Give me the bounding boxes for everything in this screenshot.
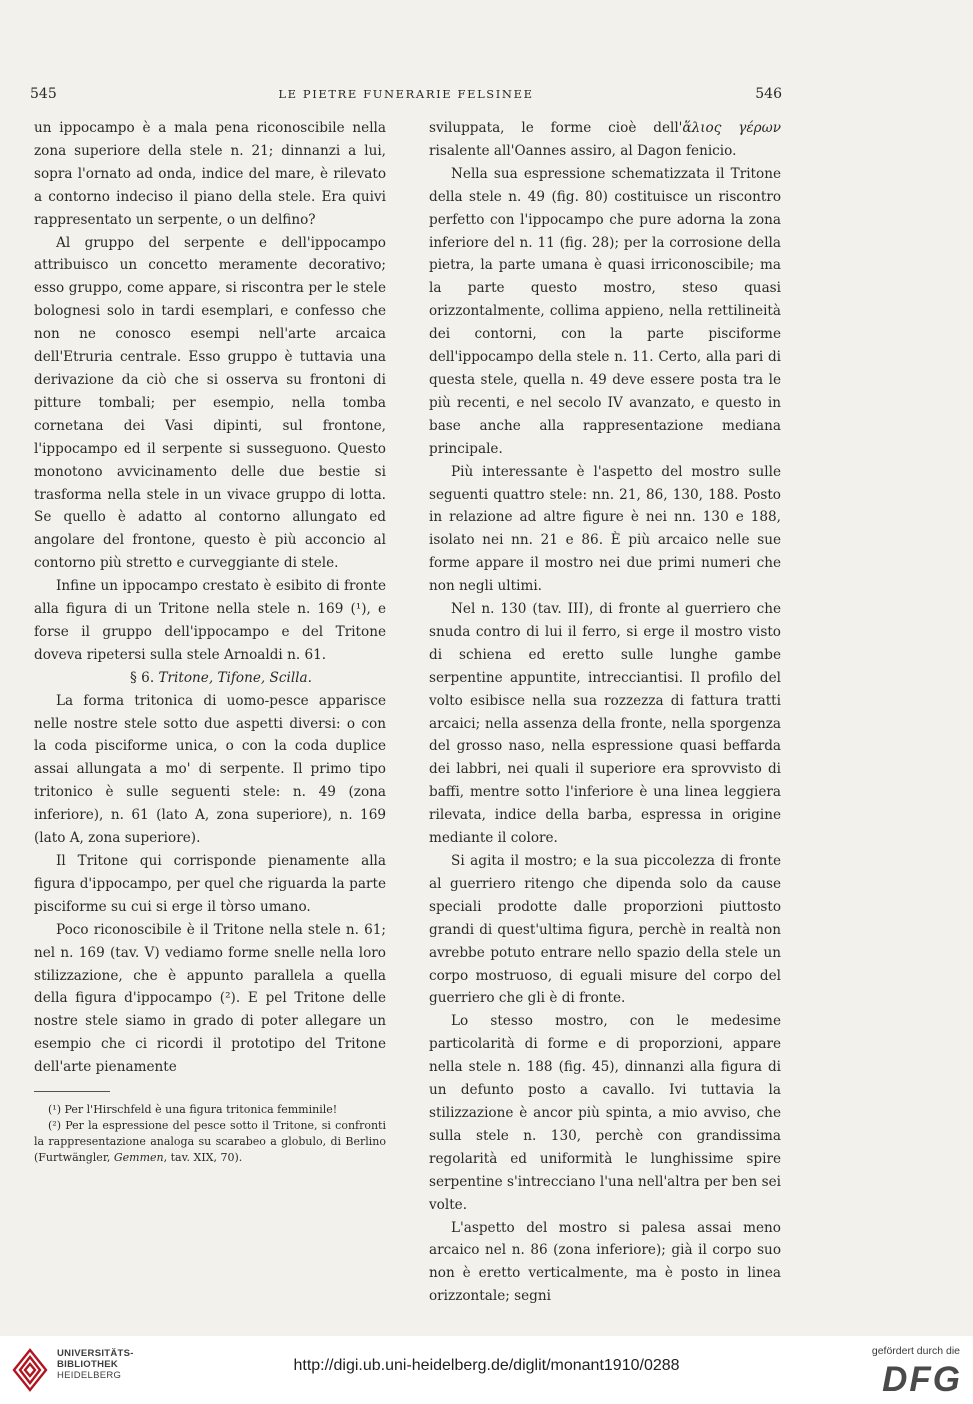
greek-phrase: ἅλιος γέρων [682, 120, 781, 136]
paragraph: sviluppata, le forme cioè dell'ἅλιος γέρων risalente all'Oannes assiro, al Dagon fenicio. [429, 120, 781, 159]
section-number: § 6. [130, 669, 155, 686]
section-heading [34, 667, 386, 690]
section-title: Tritone, Tifone, Scilla. [158, 669, 312, 686]
viewer-footer [0, 1336, 973, 1404]
paragraph: un ippocampo è a mala pena riconoscibile nella zona superiore della stele n. 21; dinnanzi a lui, sopra l'ornato ad onda, indice del mare, è rilevato a contorno indeciso il piano della stele. Era quivi rappresentato un serpente, o un delfino? [34, 120, 386, 228]
paragraph: Poco riconoscibile è il Tritone nella stele n. 61; nel n. 169 (tav. V) vediamo forme snelle nella loro stilizzazione, che è appunto parallela a quella della figura d'ippocampo (²). E pel Tritone delle nostre stele siamo in grado di poter allegare un esempio che ci ricordi il prototipo del Tritone dell'arte pienamente [34, 921, 386, 1076]
page-number-left: 545 [30, 86, 57, 102]
paragraph: Nella sua espressione schematizzata il Tritone della stele n. 49 (fig. 80) costituisce un riscontro perfetto con l'ippocampo che pure adorna la zona inferiore del n. 11 (fig. 28); per la corrosione della pietra, la parte umana è quasi irriconoscibile; ma la parte questo mostro, steso quasi orizzontalmente, collima appieno, nella rettilineità dei contorni, con la parte pisciforme dell'ippocampo della stele n. 11. Certo, alla pari di questa stele, quella n. 49 deve essere posta tra le più recenti, e nel secolo IV avanzato, e questo in base anche alla rappresentazione mediana principale. [429, 165, 781, 457]
running-title: LE PIETRE FUNERARIE FELSINEE [278, 87, 534, 101]
paragraph: Infine un ippocampo crestato è esibito di fronte alla figura di un Tritone nella stele n. 169 (¹), e forse il gruppo dell'ippocampo e del Tritone doveva ripetersi sulla stele Arnoaldi n. 61. [34, 578, 386, 663]
paragraph: Si agita il mostro; e la sua piccolezza di fronte al guerriero ritengo che dipenda solo da cause speciali prodotte dalle proporzioni piuttosto grandi di quest'ultima figura, perchè in realtà non avrebbe potuto entrare nello spazio della stele un corpo mostruoso, di eguali misure del corpo del guerriero che gli è di fronte. [429, 853, 781, 1007]
sponsor-text: gefördert durch die [871, 1345, 960, 1357]
footnote-rule [34, 1091, 110, 1092]
footnote-2: (²) Per la espressione del pesce sotto il Tritone, si confronti la rappresentazione analoga su scarabeo a globulo, di Berlino (Furtwängler, Gemmen, tav. XIX, 70). [34, 1119, 386, 1165]
dfg-logo[interactable]: DFG [882, 1360, 962, 1399]
footnote-1: (¹) Per l'Hirschfeld è una figura tritonica femminile! [48, 1103, 338, 1117]
paragraph: Il Tritone qui corrisponde pienamente alla figura d'ippocampo, per quel che riguarda la parte pisciforme su cui si erge il tòrso umano. [34, 853, 386, 915]
library-name[interactable]: UNIVERSITÄTS- BIBLIOTHEK HEIDELBERG [57, 1348, 134, 1381]
page-number-right: 546 [755, 86, 782, 102]
paragraph: Più interessante è l'aspetto del mostro sulle seguenti quattro stele: nn. 21, 86, 130, 188. Posto in relazione ad altre figure è nei nn. 130 e 188, isolato nei nn. 21 e 86. È più arcaico nelle sue forme appare il mostro nei due primi numeri che non negli ultimi. [429, 463, 781, 595]
permalink-url[interactable]: http://digi.ub.uni-heidelberg.de/diglit/monant1910/0288 [293, 1357, 680, 1374]
footnotes [34, 1102, 386, 1166]
left-column [34, 117, 386, 1166]
paragraph: Nel n. 130 (tav. III), di fronte al guerriero che snuda contro di lui il ferro, si erge il mostro visto di schiena ed eretto sulle lunghe gambe serpentine appuntite, intrecciantisi. Il profilo del volto esibisce nella sua rozzezza di fattura tratti arcaici; nella assenza della fronte, nella sporgenza del grosso naso, nella espressione quasi beffarda dei labbri, nei quali il superiore era sprovvisto di baffi, mentre sotto l'inferiore è una linea leggiera rilevata, indice della barba, espressa in origine mediante il colore. [429, 601, 781, 847]
paragraph: Lo stesso mostro, con le medesime particolarità di forme e di proporzioni, appare nella stele n. 188 (fig. 45), dinnanzi alla figura di un defunto posto a cavallo. Ivi tuttavia la stilizzazione è ancor più spinta, a mio avviso, che sulla stele n. 130, perchè con grandissima regolarità ed uniformità le lunghissime spire serpentine s'intrecciano l'una nell'altra per ben sei volte. [429, 1013, 781, 1213]
paragraph: Al gruppo del serpente e dell'ippocampo attribuisco un concetto meramente decorativo; esso gruppo, come appare, si riscontra per le stele bolognesi solo in tardi esemplari, e confesso che non ne conosco esempi nell'arte arcaica dell'Etruria centrale. Esso gruppo è tuttavia una derivazione da ciò che si osserva su frontoni di pitture tombali; per esempio, nella tomba cornetana dei Vasi dipinti, sul frontone, l'ippocampo ed il serpente si susseguono. Questo monotono avvicinamento delle due bestie si trasforma nella stele in un vivace gruppo di lotta. Se quello è adatto al contorno allungato ed angolare del frontone, questo è più acconcio al contorno più stretto e curveggiante di stele. [34, 234, 386, 572]
right-column [429, 117, 781, 1308]
paragraph: La forma tritonica di uomo-pesce apparisce nelle nostre stele sotto due aspetti diversi: o con la coda pisciforme unica, o con la coda duplice assai allungata a mo' di serpente. Il primo tipo tritonico è sulle seguenti stele: n. 49 (zona inferiore), n. 61 (lato A, zona superiore), n. 169 (lato A, zona superiore). [34, 692, 386, 847]
paragraph: L'aspetto del mostro si palesa assai meno arcaico nel n. 86 (zona inferiore); già il corpo suo non è eretto verticalmente, ma è posto in linea orizzontale; segni [429, 1219, 781, 1305]
